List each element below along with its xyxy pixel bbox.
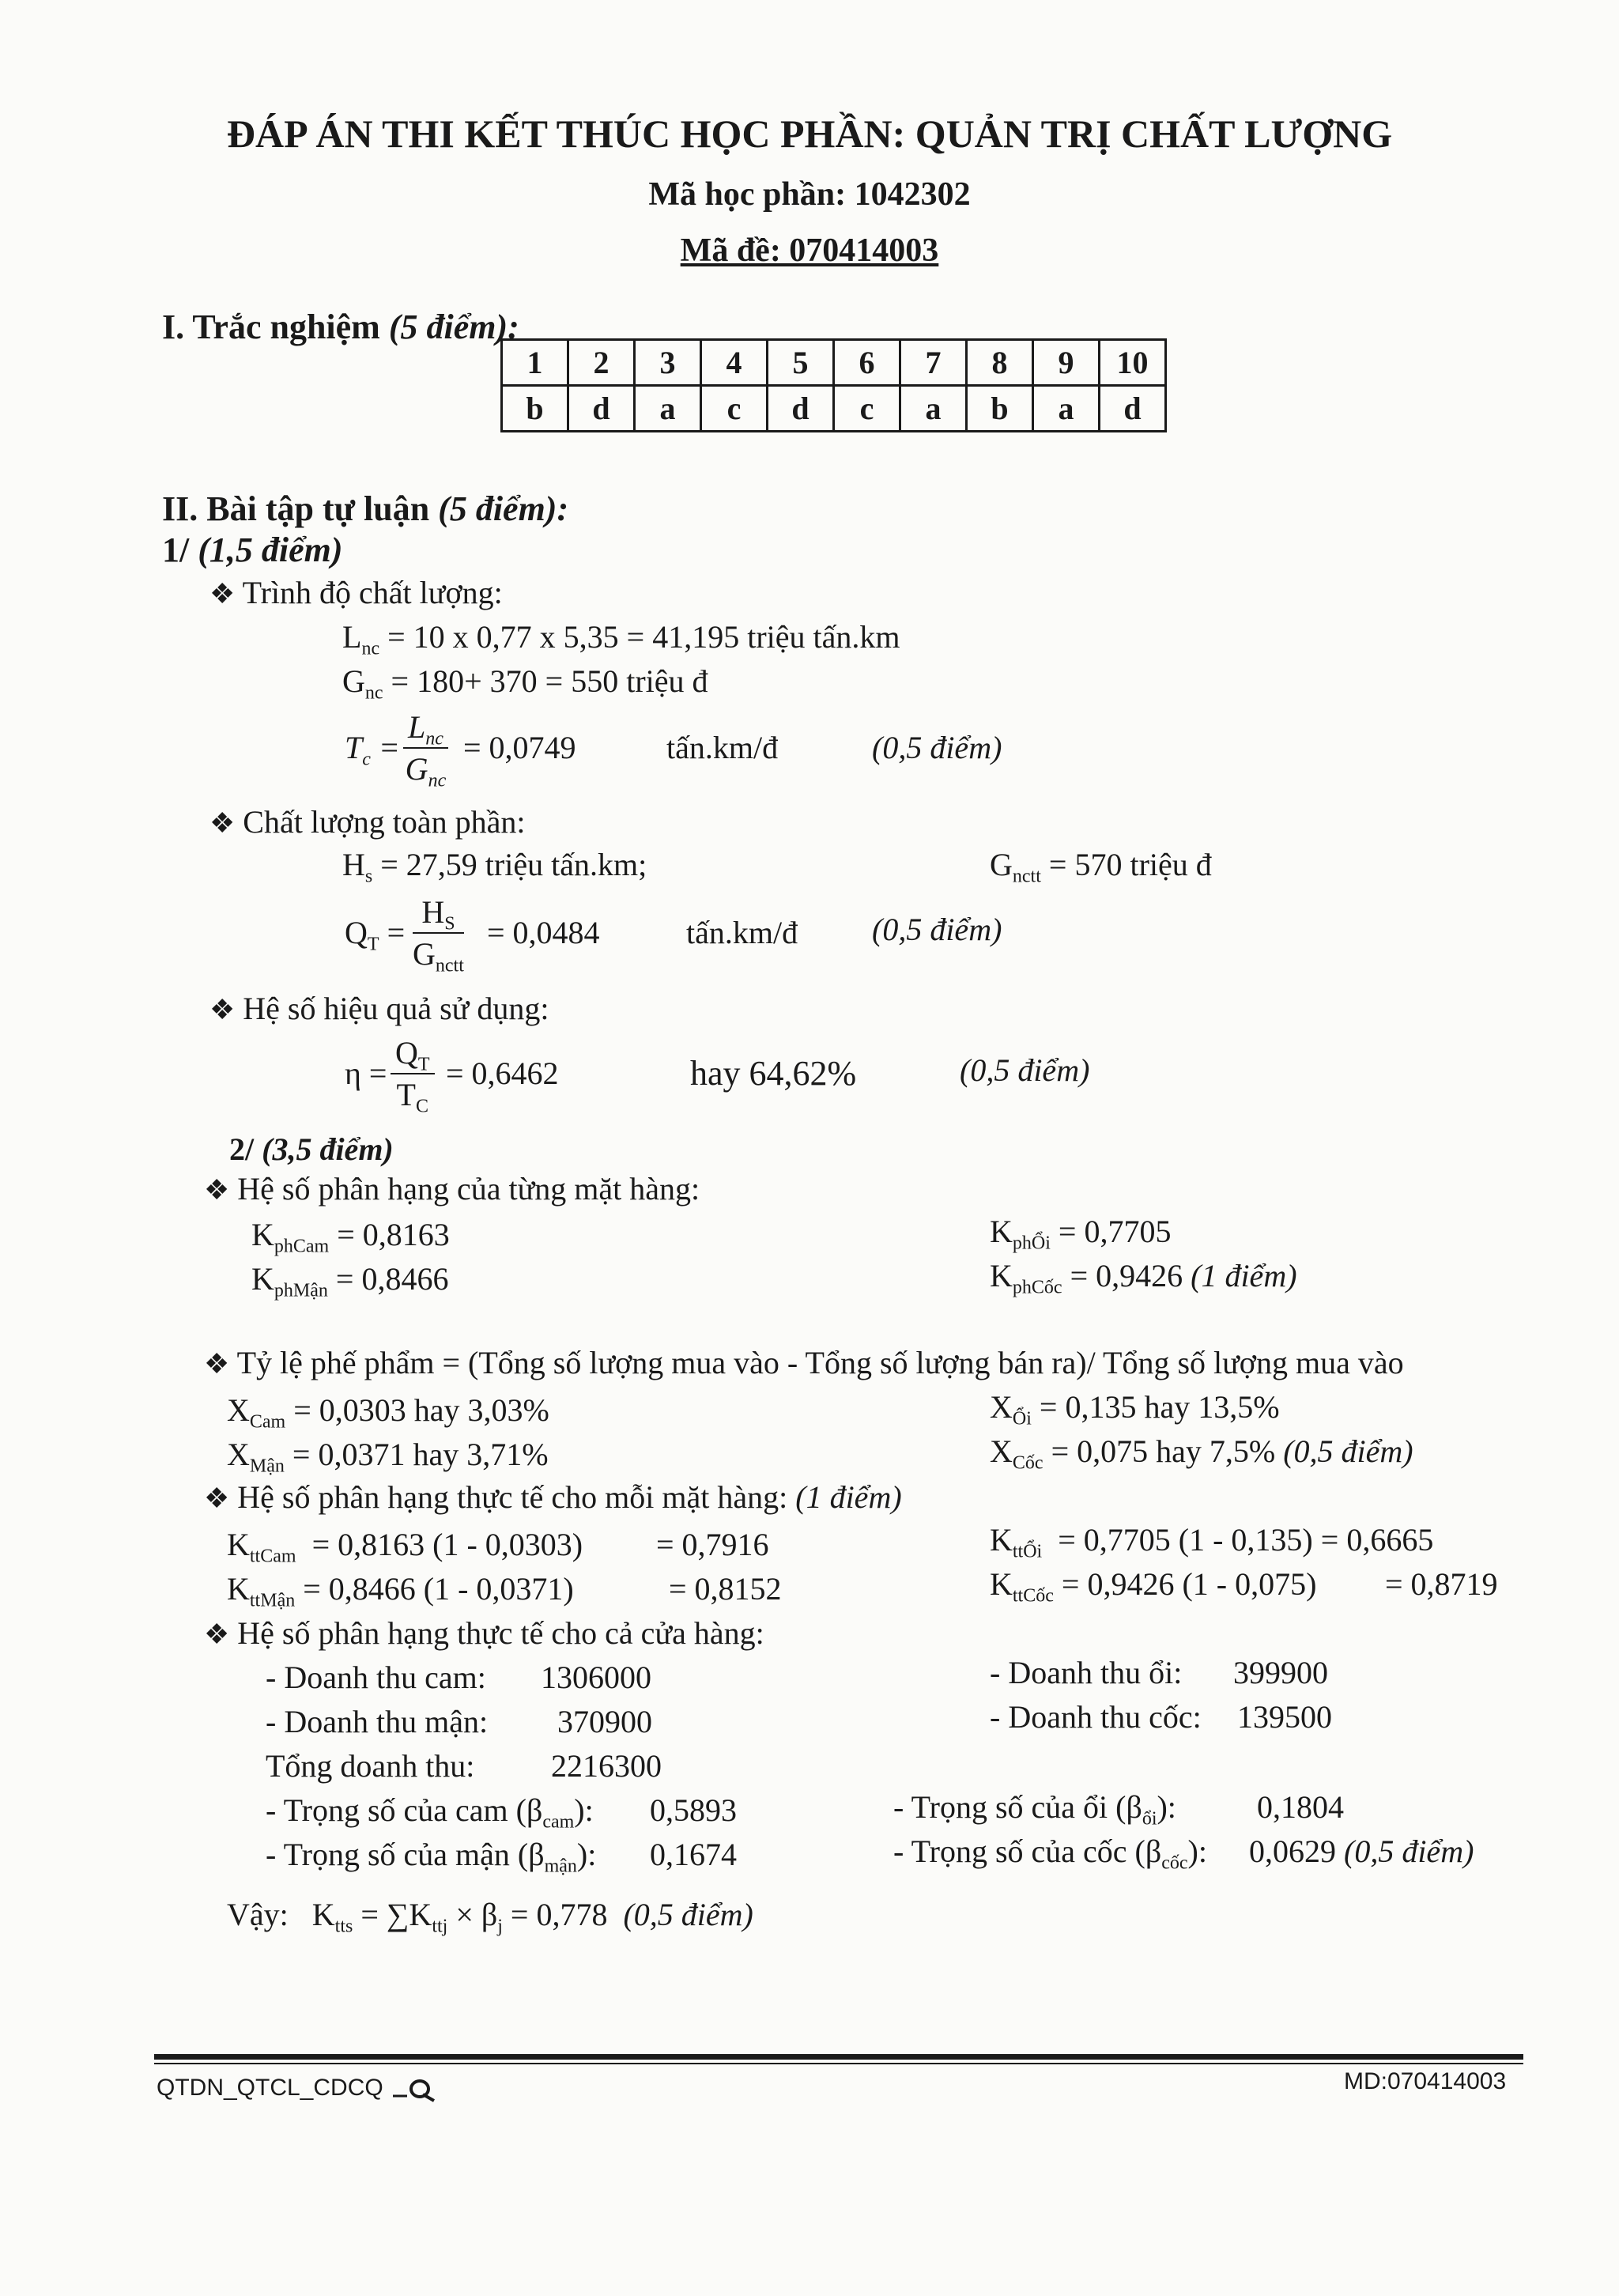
- question-number: 1: [502, 340, 568, 386]
- x-oi-value: = 0,135 hay 13,5%: [1039, 1389, 1280, 1425]
- answer-cell: a: [635, 386, 701, 432]
- qt-fraction: [413, 893, 464, 976]
- symbol: T: [396, 1077, 416, 1112]
- weight-label-close: ):: [574, 1792, 594, 1828]
- g-nc-value: = 180+ 370 = 550 triệu đ: [391, 663, 708, 699]
- k-coc-line: $K_{phCốc} = 0,9426$ (1 điểm): [990, 1258, 1297, 1298]
- subscript: phMận: [274, 1280, 328, 1301]
- subscript: ttj: [432, 1916, 448, 1937]
- weight-coc-number: 0,0629: [1249, 1833, 1336, 1869]
- weight-man-value: 0,1674: [650, 1837, 737, 1872]
- subscript: phCam: [274, 1236, 330, 1257]
- k-oi-line: $K_{phỔi} = 0,7705$: [990, 1214, 1172, 1254]
- tc-lhs: $T_c$ =: [345, 730, 400, 770]
- question-number: 8: [967, 340, 1033, 386]
- question-number: 6: [834, 340, 900, 386]
- weight-label: - Trọng số của cam (β: [266, 1792, 543, 1828]
- part2-title: II. Bài tập tự luận: [162, 489, 430, 528]
- q1-section-efficiency: [209, 990, 549, 1027]
- question-row: [502, 340, 1166, 386]
- l-nc-line: [342, 618, 900, 659]
- q2-heading: [229, 1131, 394, 1168]
- subscript: S: [444, 913, 455, 935]
- fraction-denominator: [413, 934, 464, 976]
- tc-points: (0,5 điểm): [872, 730, 1002, 765]
- final-points: (0,5 điểm): [623, 1897, 753, 1932]
- g-nc-line: [342, 663, 708, 704]
- weight-label-close: ):: [1157, 1789, 1176, 1825]
- subscript: s: [364, 866, 373, 887]
- k-points: (1 điểm): [1191, 1258, 1297, 1293]
- q1-points: (1,5 điểm): [198, 531, 343, 569]
- section-title: Hệ số hiệu quả sử dụng:: [243, 991, 549, 1026]
- revenue-coc-label: - Doanh thu cốc:: [990, 1699, 1202, 1735]
- subscript: nctt: [435, 955, 464, 976]
- weight-label: - Trọng số của mận (β: [266, 1837, 545, 1872]
- eta-percent: hay 64,62%: [690, 1054, 857, 1093]
- final-result-line: Vậy: $K_{tts} = \sum K_{ttj} \times \beta_j = 0,778$ (0,5 điểm): [227, 1897, 753, 1937]
- tc-unit: tấn.km/đ: [666, 730, 779, 765]
- subscript: cốc: [1161, 1852, 1188, 1874]
- q1-label: 1/: [162, 531, 190, 569]
- diamond-bullet-icon: ❖: [204, 1482, 230, 1514]
- diamond-bullet-icon: ❖: [204, 1174, 230, 1206]
- ktt-cam-expression: = 0,8163 (1 - 0,0303): [311, 1527, 583, 1562]
- subscript: nc: [428, 770, 447, 791]
- diamond-bullet-icon: ❖: [209, 578, 236, 610]
- subscript: ttMận: [249, 1590, 296, 1611]
- answer-cell: d: [768, 386, 834, 432]
- symbol: G: [990, 847, 1013, 882]
- tc-fraction: [403, 708, 448, 791]
- fraction-numerator: [403, 708, 448, 749]
- weight-cam-line: [266, 1792, 594, 1833]
- q2-section-grading: [204, 1170, 700, 1207]
- footer-left-code: [157, 2075, 437, 2102]
- subscript: j: [497, 1916, 503, 1937]
- hs-value: = 27,59 triệu tấn.km;: [380, 847, 647, 882]
- subscript: ổi: [1142, 1808, 1157, 1830]
- question-number: 3: [635, 340, 701, 386]
- subscript: ttỔi: [1012, 1541, 1043, 1562]
- answer-cell: c: [834, 386, 900, 432]
- qt-value: = 0,0484: [487, 915, 600, 950]
- section-title: Trình độ chất lượng:: [242, 575, 503, 610]
- answer-cell: a: [1033, 386, 1100, 432]
- q2-label: 2/: [229, 1131, 255, 1167]
- eta-points: (0,5 điểm): [960, 1052, 1090, 1088]
- part2-points: (5 điểm):: [438, 489, 569, 528]
- k-man-line: $K_{phMận} = 0,8466$: [251, 1261, 449, 1301]
- subscript: nc: [425, 728, 443, 750]
- fraction-numerator: [413, 893, 464, 934]
- ktt-man-result: = 0,8152: [669, 1571, 782, 1607]
- ktt-oi-expression: = 0,7705 (1 - 0,135) = 0,6665: [1058, 1522, 1434, 1558]
- x-cam-value: = 0,0303 hay 3,03%: [293, 1392, 549, 1428]
- answer-cell: d: [1100, 386, 1166, 432]
- eta-value: = 0,6462: [446, 1055, 559, 1091]
- x-cam-line: $X_{Cam} = 0,0303$ hay 3,03%: [227, 1392, 549, 1433]
- k-cam-value: = 0,8163: [337, 1217, 450, 1252]
- diamond-bullet-icon: ❖: [204, 1348, 230, 1380]
- subscript: ttCốc: [1012, 1585, 1054, 1607]
- question-number: 9: [1033, 340, 1100, 386]
- answer-table: [500, 338, 1167, 432]
- weight-man-line: [266, 1836, 597, 1877]
- subscript: cam: [542, 1811, 575, 1833]
- revenue-coc-value: 139500: [1237, 1699, 1332, 1735]
- gnctt-line: [990, 846, 1212, 887]
- weight-label: - Trọng số của cốc (β: [893, 1833, 1162, 1869]
- subscript: Ổi: [1012, 1408, 1032, 1429]
- ktt-man-line: $K_{ttMận} = 0,8466$ (1 - 0,0371): [227, 1571, 574, 1611]
- qt-lhs: $Q_T$ =: [345, 915, 406, 955]
- q1-section-quality-level: [209, 574, 503, 611]
- ktt-oi-line: $K_{ttỔi} = 0,7705$ (1 - 0,135) = 0,6665: [990, 1522, 1434, 1562]
- subscript: Cam: [249, 1411, 286, 1433]
- answer-cell: d: [568, 386, 635, 432]
- section-title: Hệ số phân hạng thực tế cho mỗi mặt hàng:: [237, 1479, 788, 1515]
- section-title: Chất lượng toàn phần:: [243, 804, 526, 840]
- section-points: (1 điểm): [795, 1479, 902, 1515]
- subscript: T: [367, 934, 379, 955]
- symbol: G: [413, 936, 436, 972]
- eta-fraction: [391, 1034, 435, 1117]
- symbol: Q: [395, 1035, 418, 1071]
- symbol: G: [405, 751, 428, 787]
- subscript: nctt: [1012, 866, 1041, 887]
- subscript: mận: [544, 1856, 577, 1877]
- footer-divider-thick: [154, 2054, 1523, 2060]
- final-times-beta: × β: [455, 1897, 498, 1932]
- final-prefix: Vậy:: [227, 1897, 289, 1932]
- part1-points: (5 điểm):: [388, 308, 519, 346]
- gnctt-value: = 570 triệu đ: [1048, 847, 1212, 882]
- part1-heading: [162, 307, 519, 347]
- section-title: Hệ số phân hạng của từng mặt hàng:: [237, 1171, 700, 1207]
- part2-heading: [162, 489, 568, 529]
- answer-cell: c: [701, 386, 768, 432]
- diamond-bullet-icon: ❖: [209, 807, 236, 839]
- weight-points: (0,5 điểm): [1344, 1833, 1474, 1869]
- subscript: phCốc: [1012, 1277, 1062, 1298]
- x-man-value: = 0,0371 hay 3,71%: [292, 1437, 549, 1472]
- weight-coc-value: [1249, 1833, 1474, 1870]
- x-man-line: $X_{Mận} = 0,0371$ hay 3,71%: [227, 1437, 549, 1477]
- subscript: tts: [334, 1916, 353, 1937]
- symbol: H: [342, 847, 365, 882]
- ktt-coc-result: = 0,8719: [1385, 1566, 1498, 1602]
- ktt-coc-expression: = 0,9426 (1 - 0,075): [1061, 1566, 1317, 1602]
- revenue-total-value: 2216300: [551, 1748, 662, 1784]
- weight-label-close: ):: [1187, 1833, 1207, 1869]
- symbol: G: [342, 663, 365, 699]
- ktt-cam-result: = 0,7916: [656, 1527, 769, 1562]
- section-title: Hệ số phân hạng thực tế cho cả cửa hàng:: [237, 1615, 764, 1651]
- question-number: 2: [568, 340, 635, 386]
- subscript: c: [362, 749, 371, 770]
- symbol: L: [408, 709, 426, 745]
- weight-label-close: ):: [576, 1837, 597, 1872]
- weight-coc-line: [893, 1833, 1207, 1874]
- ktt-cam-line: $K_{ttCam} = 0,8163$ (1 - 0,0303): [227, 1527, 583, 1567]
- question-number: 4: [701, 340, 768, 386]
- k-oi-value: = 0,7705: [1058, 1214, 1172, 1249]
- fraction-denominator: [403, 749, 448, 791]
- question-number: 10: [1100, 340, 1166, 386]
- eta-lhs: η =: [345, 1055, 387, 1091]
- exam-code: Mã đề: 070414003: [680, 232, 939, 269]
- q1-heading: [162, 530, 343, 570]
- revenue-man-label: - Doanh thu mận:: [266, 1704, 489, 1739]
- course-code: Mã học phần: 1042302: [648, 176, 971, 213]
- revenue-total-label: Tổng doanh thu:: [266, 1748, 475, 1784]
- subscript: phỔi: [1012, 1233, 1051, 1254]
- subscript: nc: [361, 638, 380, 659]
- hs-line: [342, 846, 647, 887]
- subscript: C: [415, 1096, 428, 1117]
- tc-value: = 0,0749: [463, 730, 576, 765]
- revenue-oi-value: 399900: [1233, 1655, 1328, 1690]
- weight-oi-line: [893, 1788, 1176, 1830]
- x-points: (0,5 điểm): [1283, 1433, 1413, 1469]
- diamond-bullet-icon: ❖: [209, 994, 236, 1025]
- revenue-cam-value: 1306000: [541, 1660, 651, 1695]
- q2-section-actual-grading: [204, 1478, 902, 1516]
- handwritten-initial-icon: [390, 2075, 437, 2102]
- answer-row: [502, 386, 1166, 432]
- qt-unit: tấn.km/đ: [686, 915, 798, 950]
- subscript: nc: [364, 682, 383, 704]
- q2-section-defect-rate: [204, 1344, 1404, 1381]
- weight-label: - Trọng số của ổi (β: [893, 1789, 1142, 1825]
- revenue-cam-label: - Doanh thu cam:: [266, 1660, 486, 1695]
- subscript: Mận: [249, 1456, 285, 1477]
- final-sum: = ∑K: [360, 1897, 432, 1932]
- ktt-coc-line: $K_{ttCốc} = 0,9426$ (1 - 0,075): [990, 1566, 1317, 1607]
- section-title: Tỷ lệ phế phẩm = (Tổng số lượng mua vào - Tổng số lượng bán ra)/ Tổng số lượng mua vào: [236, 1345, 1404, 1380]
- q1-section-total-quality: [209, 803, 526, 840]
- qt-points: (0,5 điểm): [872, 912, 1002, 947]
- revenue-man-value: 370900: [557, 1704, 652, 1739]
- subscript: Cốc: [1012, 1452, 1043, 1474]
- footer-right-code: MD:070414003: [1344, 2068, 1507, 2094]
- final-value: = 0,778: [510, 1897, 608, 1932]
- k-coc-value: = 0,9426: [1070, 1258, 1183, 1293]
- k-man-value: = 0,8466: [335, 1261, 449, 1297]
- part1-title: I. Trắc nghiệm: [162, 308, 380, 346]
- k-cam-line: $K_{phCam} = 0,8163$: [251, 1217, 450, 1257]
- subscript: ttCam: [249, 1546, 296, 1567]
- weight-oi-value: 0,1804: [1257, 1789, 1344, 1825]
- weight-cam-value: 0,5893: [650, 1792, 737, 1828]
- l-nc-value: = 10 x 0,77 x 5,35 = 41,195 triệu tấn.km: [387, 619, 900, 655]
- symbol: H: [421, 894, 445, 930]
- symbol: L: [342, 619, 362, 655]
- q2-points: (3,5 điểm): [262, 1131, 394, 1167]
- answer-cell: b: [502, 386, 568, 432]
- x-coc-value: = 0,075 hay 7,5%: [1051, 1433, 1276, 1469]
- footer-left-text: QTDN_QTCL_CDCQ: [157, 2075, 383, 2101]
- fraction-numerator: [391, 1034, 435, 1074]
- fraction-denominator: [391, 1074, 435, 1117]
- symbol: Q: [345, 915, 368, 950]
- answer-cell: b: [967, 386, 1033, 432]
- symbol: T: [345, 730, 363, 765]
- answer-cell: a: [900, 386, 967, 432]
- question-number: 5: [768, 340, 834, 386]
- diamond-bullet-icon: ❖: [204, 1618, 230, 1650]
- question-number: 7: [900, 340, 967, 386]
- x-oi-line: $X_{Ổi} = 0,135$ hay 13,5%: [990, 1389, 1280, 1429]
- page-title: ĐÁP ÁN THI KẾT THÚC HỌC PHẦN: QUẢN TRỊ CHẤT LƯỢNG: [226, 111, 1393, 156]
- subscript: T: [417, 1054, 430, 1075]
- q2-section-store-grading: [204, 1614, 764, 1652]
- ktt-man-expression: = 0,8466 (1 - 0,0371): [303, 1571, 574, 1607]
- footer-divider-thin: [154, 2063, 1523, 2064]
- x-coc-line: $X_{Cốc} = 0,075$ hay 7,5% (0,5 điểm): [990, 1433, 1413, 1474]
- revenue-oi-label: - Doanh thu ổi:: [990, 1655, 1183, 1690]
